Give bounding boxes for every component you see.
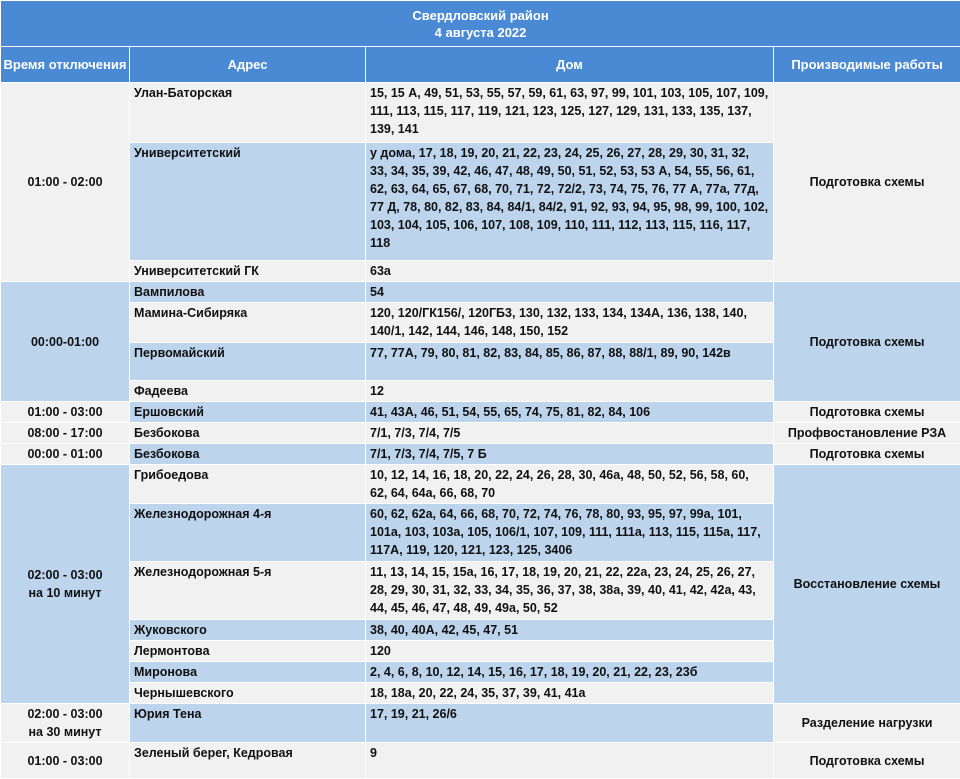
address-cell: Зеленый берег, Кедровая xyxy=(130,743,366,779)
works-cell: Профвостановление РЗА xyxy=(774,423,960,444)
table-body xyxy=(1,83,960,779)
table-row xyxy=(1,423,960,444)
houses-cell: 120, 120/ГК156/, 120ГБ3, 130, 132, 133, 134, 134А, 136, 138, 140, 140/1, 142, 144, 146, 148, 150, 152 xyxy=(366,303,774,343)
address-cell: Лермонтова xyxy=(130,641,366,662)
houses-cell: у дома, 17, 18, 19, 20, 21, 22, 23, 24, 25, 26, 27, 28, 29, 30, 31, 32, 33, 34, 35, 39, 42, 46, 47, 48, 49, 50, 51, 52, 53, 53 А, 54, 55, 56, 61, 62, 63, 64, 65, 67, 68, 70, 71, 72, 72/2, 73, 74, 75, 76, 77 А, 77а, 77д, 77 Д, 78, 80, 82, 83, 84, 84/1, 84/2, 91, 92, 93, 94, 95, 98, 99, 100, 102, 103, 104, 105, 106, 107, 108, 109, 110, 111, 112, 113, 115, 116, 117, 118 xyxy=(366,143,774,261)
column-header-address: Адрес xyxy=(130,47,366,83)
address-cell: Безбокова xyxy=(130,423,366,444)
address-cell: Железнодорожная 5-я xyxy=(130,562,366,620)
houses-cell: 77, 77А, 79, 80, 81, 82, 83, 84, 85, 86, 87, 88, 88/1, 89, 90, 142в xyxy=(366,343,774,381)
column-header-time: Время отключения xyxy=(1,47,130,83)
works-cell: Подготовка схемы xyxy=(774,83,960,282)
houses-cell: 2, 4, 6, 8, 10, 12, 14, 15, 16, 17, 18, 19, 20, 21, 22, 23, 23б xyxy=(366,662,774,683)
outage-time: 02:00 - 03:00 xyxy=(5,705,125,723)
outage-time: 01:00 - 02:00 xyxy=(5,173,125,191)
table-row xyxy=(1,743,960,779)
houses-cell: 18, 18а, 20, 22, 24, 35, 37, 39, 41, 41а xyxy=(366,683,774,704)
column-header-works: Производимые работы xyxy=(774,47,960,83)
outage-time-cell xyxy=(1,743,130,779)
address-cell: Железнодорожная 4-я xyxy=(130,504,366,562)
address-cell: Вампилова xyxy=(130,282,366,303)
column-header-houses: Дом xyxy=(366,47,774,83)
address-cell: Миронова xyxy=(130,662,366,683)
district-name: Свердловский район xyxy=(5,7,956,24)
outage-time: 08:00 - 17:00 xyxy=(5,424,125,442)
outage-time: 00:00 - 01:00 xyxy=(5,445,125,463)
outage-time: на 30 минут xyxy=(5,723,125,741)
address-cell: Улан-Баторская xyxy=(130,83,366,143)
houses-cell: 41, 43А, 46, 51, 54, 55, 65, 74, 75, 81, 82, 84, 106 xyxy=(366,402,774,423)
table-row xyxy=(1,83,960,143)
address-cell: Первомайский xyxy=(130,343,366,381)
table-title xyxy=(1,1,960,47)
houses-cell: 120 xyxy=(366,641,774,662)
report-date: 4 августа 2022 xyxy=(5,24,956,41)
address-cell: Жуковского xyxy=(130,620,366,641)
address-cell: Университетский ГК xyxy=(130,261,366,282)
houses-cell: 54 xyxy=(366,282,774,303)
outage-time-cell xyxy=(1,444,130,465)
table-row xyxy=(1,704,960,743)
works-cell: Подготовка схемы xyxy=(774,743,960,779)
outage-time-cell xyxy=(1,704,130,743)
table-row xyxy=(1,282,960,303)
outage-time: 02:00 - 03:00 xyxy=(5,566,125,584)
address-cell: Ершовский xyxy=(130,402,366,423)
works-cell: Подготовка схемы xyxy=(774,282,960,402)
works-cell: Подготовка схемы xyxy=(774,444,960,465)
outage-time-cell xyxy=(1,282,130,402)
outage-time-cell xyxy=(1,402,130,423)
houses-cell: 9 xyxy=(366,743,774,779)
works-cell: Разделение нагрузки xyxy=(774,704,960,743)
houses-cell: 17, 19, 21, 26/6 xyxy=(366,704,774,743)
outage-time-cell xyxy=(1,465,130,704)
address-cell: Чернышевского xyxy=(130,683,366,704)
address-cell: Грибоедова xyxy=(130,465,366,504)
address-cell: Юрия Тена xyxy=(130,704,366,743)
works-cell: Подготовка схемы xyxy=(774,402,960,423)
table-row xyxy=(1,465,960,504)
address-cell: Фадеева xyxy=(130,381,366,402)
houses-cell: 60, 62, 62а, 64, 66, 68, 70, 72, 74, 76, 78, 80, 93, 95, 97, 99а, 101, 101а, 103, 103а, 105, 106/1, 107, 109, 111, 111а, 113, 115, 115а, 117, 117А, 119, 120, 121, 123, 125, 3406 xyxy=(366,504,774,562)
outage-time: на 10 минут xyxy=(5,584,125,602)
houses-cell: 63а xyxy=(366,261,774,282)
outage-time: 00:00-01:00 xyxy=(5,333,125,351)
works-cell: Восстановление схемы xyxy=(774,465,960,704)
outage-time-cell xyxy=(1,83,130,282)
houses-cell: 11, 13, 14, 15, 15а, 16, 17, 18, 19, 20, 21, 22, 22а, 23, 24, 25, 26, 27, 28, 29, 30, 31, 32, 33, 34, 35, 36, 37, 38, 38а, 39, 40, 41, 42, 42а, 43, 44, 45, 46, 47, 48, 49, 49а, 50, 52 xyxy=(366,562,774,620)
address-cell: Мамина-Сибиряка xyxy=(130,303,366,343)
houses-cell: 7/1, 7/3, 7/4, 7/5, 7 Б xyxy=(366,444,774,465)
outage-time: 01:00 - 03:00 xyxy=(5,403,125,421)
address-cell: Безбокова xyxy=(130,444,366,465)
houses-cell: 10, 12, 14, 16, 18, 20, 22, 24, 26, 28, 30, 46а, 48, 50, 52, 56, 58, 60, 62, 64, 64а, 66, 68, 70 xyxy=(366,465,774,504)
address-cell: Университетский xyxy=(130,143,366,261)
houses-cell: 12 xyxy=(366,381,774,402)
houses-cell: 38, 40, 40А, 42, 45, 47, 51 xyxy=(366,620,774,641)
houses-cell: 7/1, 7/3, 7/4, 7/5 xyxy=(366,423,774,444)
outage-time-cell xyxy=(1,423,130,444)
houses-cell: 15, 15 А, 49, 51, 53, 55, 57, 59, 61, 63, 97, 99, 101, 103, 105, 107, 109, 111, 113, 115, 117, 119, 121, 123, 125, 127, 129, 131, 133, 135, 137, 139, 141 xyxy=(366,83,774,143)
outage-time: 01:00 - 03:00 xyxy=(5,752,125,770)
table-row xyxy=(1,402,960,423)
table-row xyxy=(1,444,960,465)
